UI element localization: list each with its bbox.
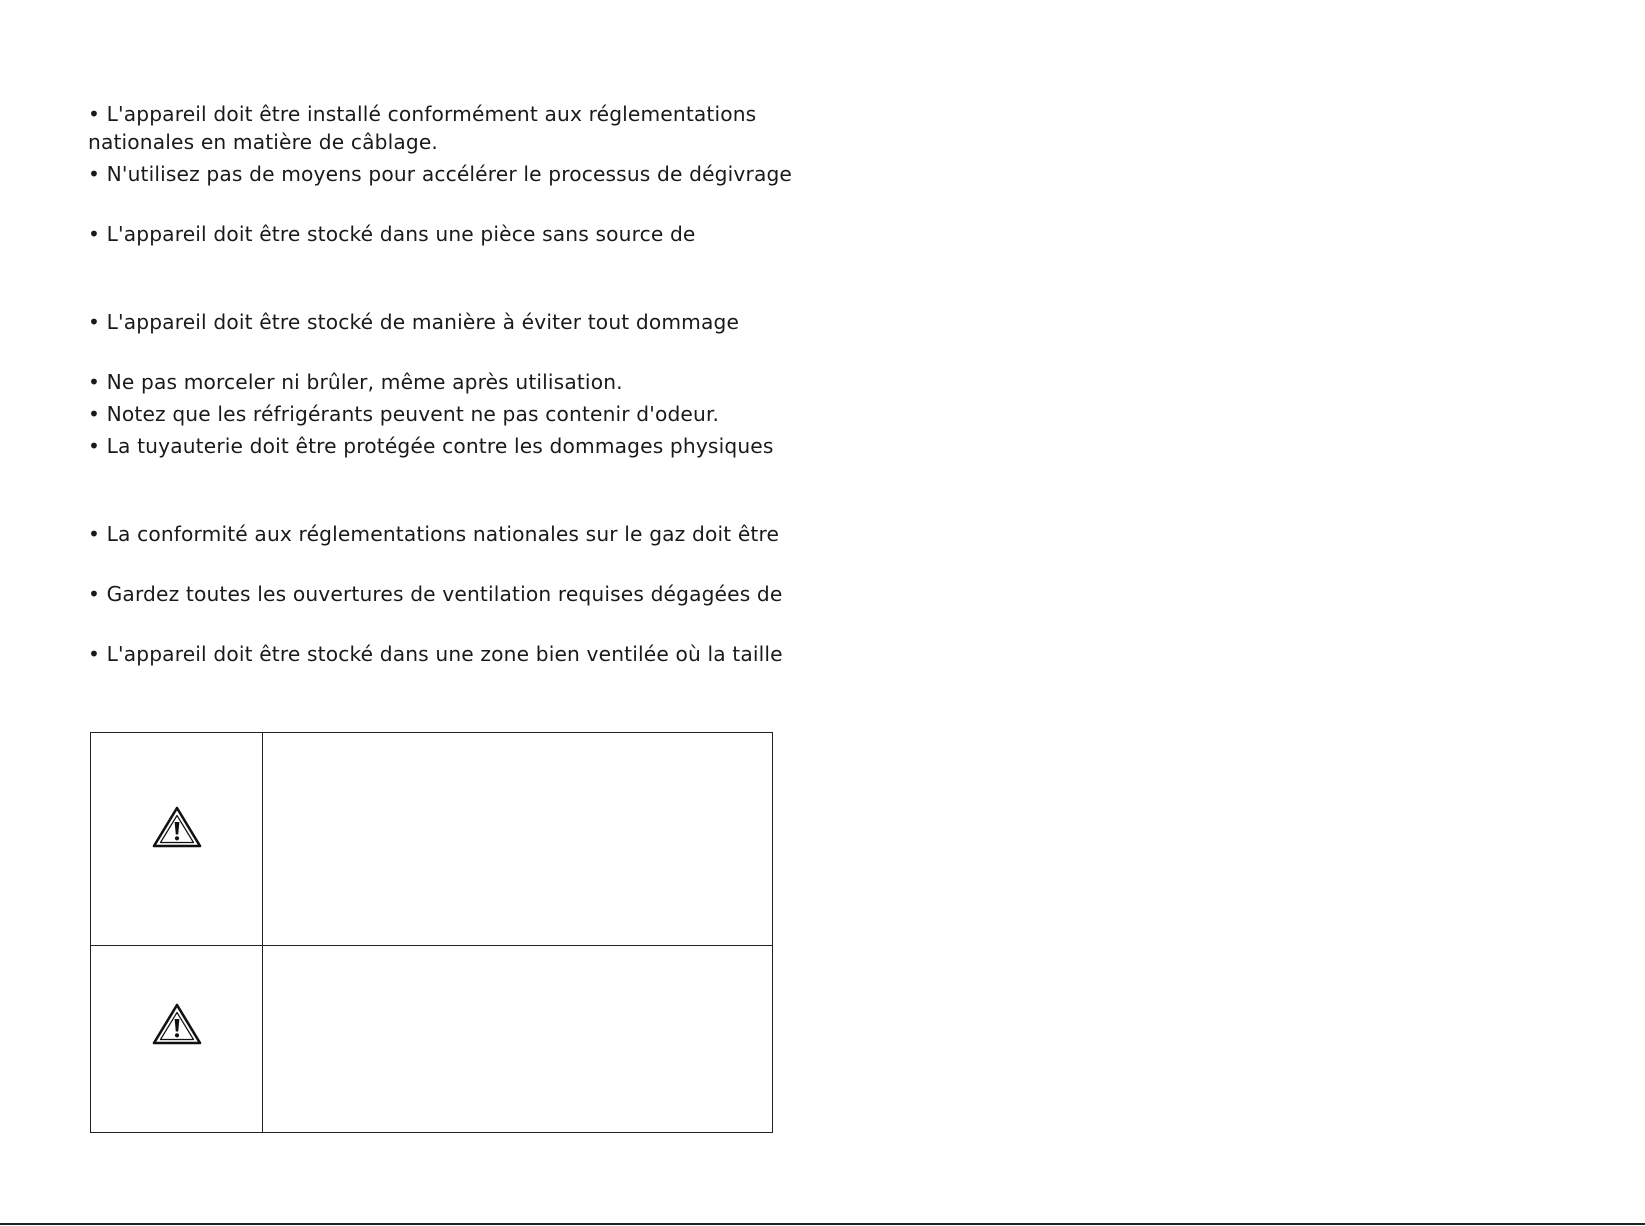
bullet-item-storage-damage: • L'appareil doit être stocké de manière à éviter tout dommage <box>88 310 740 334</box>
warning-row <box>91 733 772 946</box>
warning-text-cell <box>263 733 772 945</box>
warning-triangle-icon <box>151 805 203 849</box>
bullet-item-odour: • Notez que les réfrigérants peuvent ne pas contenir d'odeur. <box>88 402 720 426</box>
warning-icon-cell <box>91 733 263 945</box>
bullet-item-ventilation: • Gardez toutes les ouvertures de ventilation requises dégagées de <box>88 582 783 606</box>
warning-row <box>91 946 772 1132</box>
warning-text-cell <box>263 946 772 1132</box>
warning-triangle-icon <box>151 1002 203 1046</box>
bullet-item-installation: • L'appareil doit être installé conformément aux réglementations <box>88 102 757 126</box>
bullet-item-defrost: • N'utilisez pas de moyens pour accélérer le processus de dégivrage <box>88 162 792 186</box>
bullet-item-installation-continued: nationales en matière de câblage. <box>88 130 438 154</box>
bullet-item-ventilated-area: • L'appareil doit être stocké dans une zone bien ventilée où la taille <box>88 642 783 666</box>
warning-table <box>90 732 773 1133</box>
bullet-item-no-pierce: • Ne pas morceler ni brûler, même après utilisation. <box>88 370 623 394</box>
warning-icon-cell <box>91 946 263 1132</box>
bullet-item-gas-regulations: • La conformité aux réglementations nationales sur le gaz doit être <box>88 522 780 546</box>
bullet-item-storage-room: • L'appareil doit être stocké dans une pièce sans source de <box>88 222 696 246</box>
bullet-item-pipework: • La tuyauterie doit être protégée contre les dommages physiques <box>88 434 774 458</box>
page-bottom-rule <box>0 1223 1645 1225</box>
